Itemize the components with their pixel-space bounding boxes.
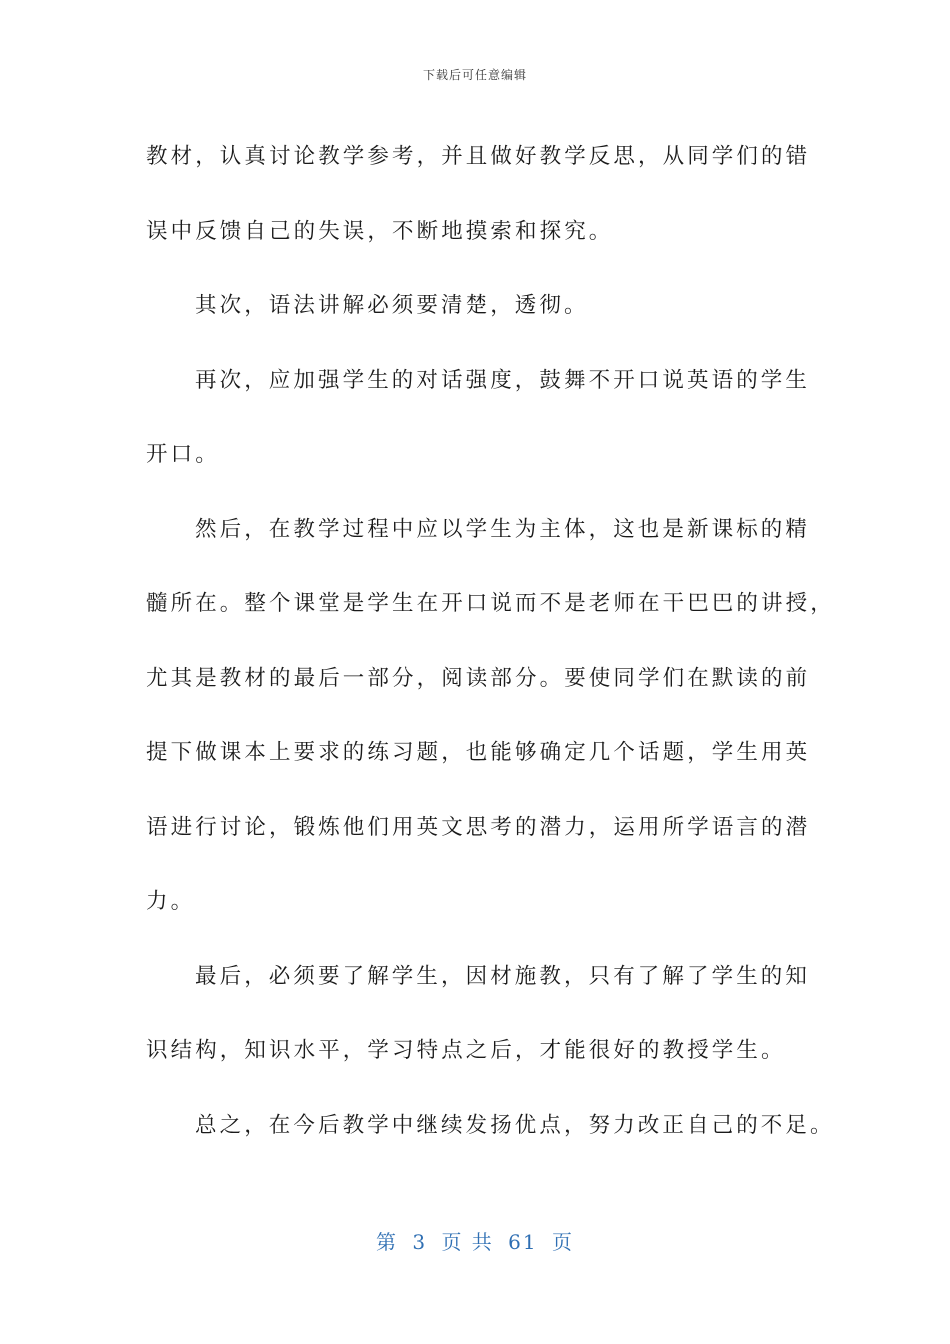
paragraph-4 (146, 493, 835, 940)
footer-mid: 页 共 (441, 1230, 494, 1254)
text-line: 其次，语法讲解必须要清楚，透彻。 (195, 293, 589, 318)
paragraph-2 (146, 269, 816, 344)
footer-page-number: 3 (412, 1230, 428, 1254)
text-line: 语进行讨论，锻炼他们用英文思考的潜力，运用所学语言的潜 (146, 814, 811, 840)
paragraph-1 (146, 120, 816, 269)
text-line: 力。 (146, 889, 196, 914)
document-body (146, 120, 835, 1163)
text-line: 尤其是教材的最后一部分，阅读部分。要使同学们在默读的前 (146, 665, 811, 691)
footer-suffix: 页 (551, 1230, 574, 1254)
text-line: 髓所在。整个课堂是学生在开口说而不是老师在干巴巴的讲授， (146, 591, 835, 616)
paragraph-6 (146, 1089, 835, 1164)
paragraph-5 (146, 940, 816, 1089)
text-line: 提下做课本上要求的练习题，也能够确定几个话题，学生用英 (146, 740, 811, 765)
text-line: 最后，必须要了解学生，因材施教，只有了解了学生的知 (195, 963, 811, 989)
text-line: 误中反馈自己的失误，不断地摸索和探究。 (146, 218, 614, 244)
footer-prefix: 第 (376, 1230, 398, 1254)
text-line: 教材，认真讨论教学参考，并且做好教学反思，从同学们的错 (146, 144, 811, 169)
page-footer (0, 1226, 950, 1255)
page-header: 下载后可任意编辑 (422, 68, 527, 82)
text-line: 开口。 (146, 442, 220, 467)
paragraph-3 (146, 344, 816, 493)
text-line: 总之，在今后教学中继续发扬优点，努力改正自己的不足。 (195, 1112, 835, 1138)
text-line: 然后，在教学过程中应以学生为主体，这也是新课标的精 (195, 516, 811, 542)
text-line: 再次，应加强学生的对话强度，鼓舞不开口说英语的学生 (195, 367, 811, 393)
text-line: 识结构，知识水平，学习特点之后，才能很好的教授学生。 (146, 1038, 786, 1063)
footer-total-pages: 61 (508, 1230, 538, 1254)
